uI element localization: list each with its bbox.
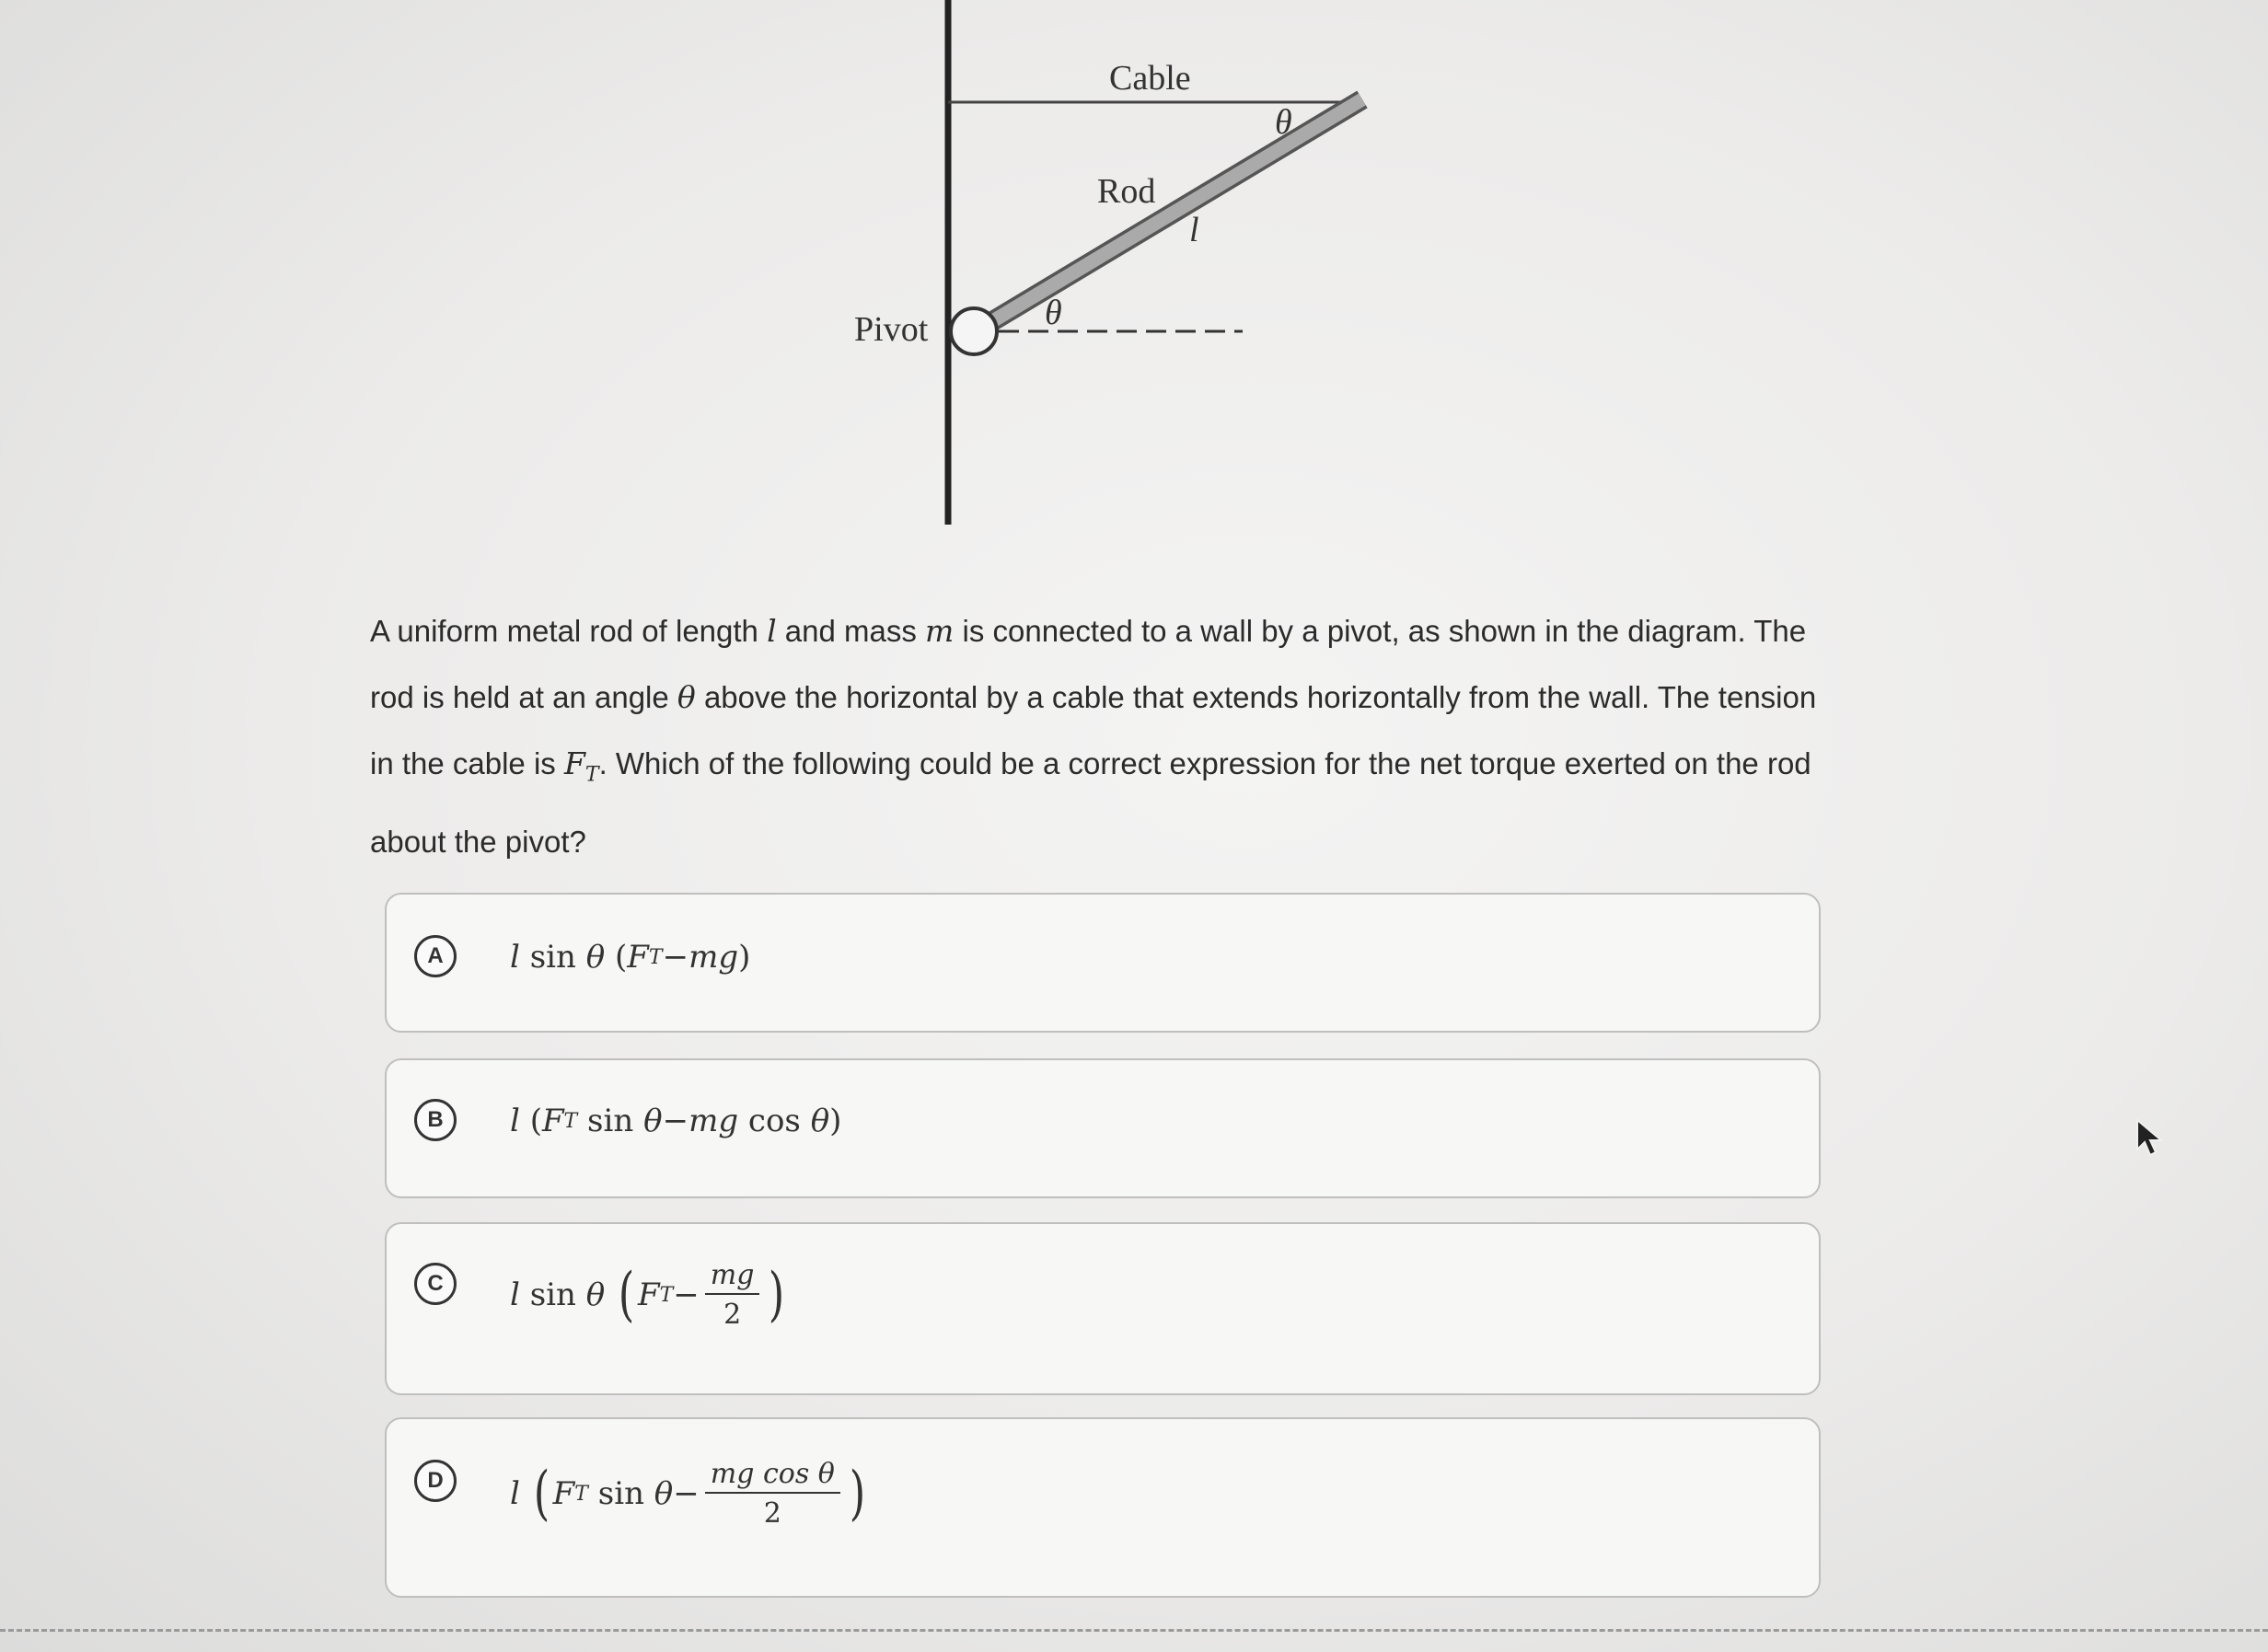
minus: −: [662, 1103, 689, 1139]
sym-F: F: [552, 1475, 575, 1512]
question-text: [370, 598, 1843, 875]
fn-sin: sin: [597, 1475, 644, 1512]
question-part-2: and mass: [776, 614, 926, 648]
sym-F: F: [541, 1103, 564, 1139]
fraction-numerator: mg: [705, 1259, 760, 1295]
var-l: l: [767, 613, 777, 649]
sym-l: l: [510, 939, 520, 976]
sym-theta: θ: [810, 1103, 830, 1139]
sym-l: l: [510, 1103, 520, 1139]
minus: −: [662, 939, 689, 976]
minus: −: [673, 1475, 700, 1512]
sym-F: F: [627, 939, 649, 976]
sym-mg: mg: [688, 1103, 739, 1139]
answer-option-d[interactable]: [385, 1417, 1821, 1598]
option-a-letter: A: [414, 935, 457, 977]
sym-theta: θ: [643, 1103, 663, 1139]
mouse-cursor-icon: [2134, 1118, 2165, 1161]
length-label: l: [1189, 211, 1199, 249]
option-d-letter: D: [414, 1460, 457, 1502]
sym-theta: θ: [585, 1277, 606, 1313]
paren-open: (: [529, 1103, 542, 1139]
fraction-denominator: 2: [723, 1299, 742, 1331]
rod-fill: [976, 99, 1362, 331]
sym-l: l: [510, 1277, 520, 1313]
rod-pivot-diagram: [0, 0, 2268, 571]
fraction-denominator: 2: [763, 1497, 781, 1530]
question-part-1: A uniform metal rod of length: [370, 614, 768, 648]
paren-close: ): [829, 1103, 842, 1139]
paren-close: ): [769, 1261, 785, 1329]
var-F: F: [563, 745, 585, 781]
pivot-circle: [951, 308, 997, 354]
var-theta: θ: [677, 679, 696, 715]
option-a-expression: [510, 939, 750, 976]
sub-T: T: [648, 945, 663, 969]
question-part-5: . Which of the following could be a correct expression for the net torque exerted on the rod about the pivot?: [370, 746, 1811, 859]
option-b-letter: B: [414, 1099, 457, 1141]
question-part-3: is connected to a wall by a pivot, as shown in the diagram. The rod is held at an angle: [370, 614, 1807, 714]
sub-T: T: [574, 1482, 588, 1506]
answer-option-b[interactable]: [385, 1058, 1821, 1198]
paren-open: (: [618, 1261, 635, 1329]
pivot-label: Pivot: [854, 310, 929, 349]
angle-top-label: θ: [1275, 103, 1292, 142]
fraction-numerator: mg cos θ: [705, 1458, 840, 1494]
paren-open: (: [615, 939, 628, 976]
fraction: [705, 1458, 840, 1530]
sym-theta: θ: [585, 939, 606, 976]
minus: −: [673, 1277, 700, 1313]
page-bottom-edge: [0, 1629, 2268, 1635]
sym-theta: θ: [654, 1475, 674, 1512]
fn-sin: sin: [529, 1277, 576, 1313]
fn-sin: sin: [587, 1103, 634, 1139]
paren-open: (: [533, 1460, 550, 1528]
cable-label: Cable: [1109, 59, 1191, 98]
fn-cos: cos: [747, 1103, 801, 1139]
option-c-letter: C: [414, 1263, 457, 1305]
sym-mg: mg: [688, 939, 739, 976]
paren-close: ): [738, 939, 751, 976]
answer-option-c[interactable]: [385, 1222, 1821, 1395]
var-T-subscript: T: [584, 763, 599, 787]
fn-sin: sin: [529, 939, 576, 976]
rod-label: Rod: [1097, 172, 1156, 211]
var-m: m: [925, 613, 955, 649]
answer-option-a[interactable]: [385, 893, 1821, 1033]
fraction: [705, 1259, 760, 1331]
paren-close: ): [849, 1460, 866, 1528]
option-c-expression: [510, 1259, 788, 1331]
sub-T: T: [563, 1109, 578, 1133]
angle-bottom-label: θ: [1045, 294, 1062, 332]
sym-l: l: [510, 1475, 520, 1512]
sym-F: F: [638, 1277, 660, 1313]
option-d-expression: [510, 1458, 869, 1530]
sub-T: T: [659, 1283, 674, 1307]
question-part-4: above the horizontal by a cable that extends horizontally from the wall. The tension in the cable is: [370, 680, 1817, 780]
option-b-expression: [510, 1103, 841, 1139]
